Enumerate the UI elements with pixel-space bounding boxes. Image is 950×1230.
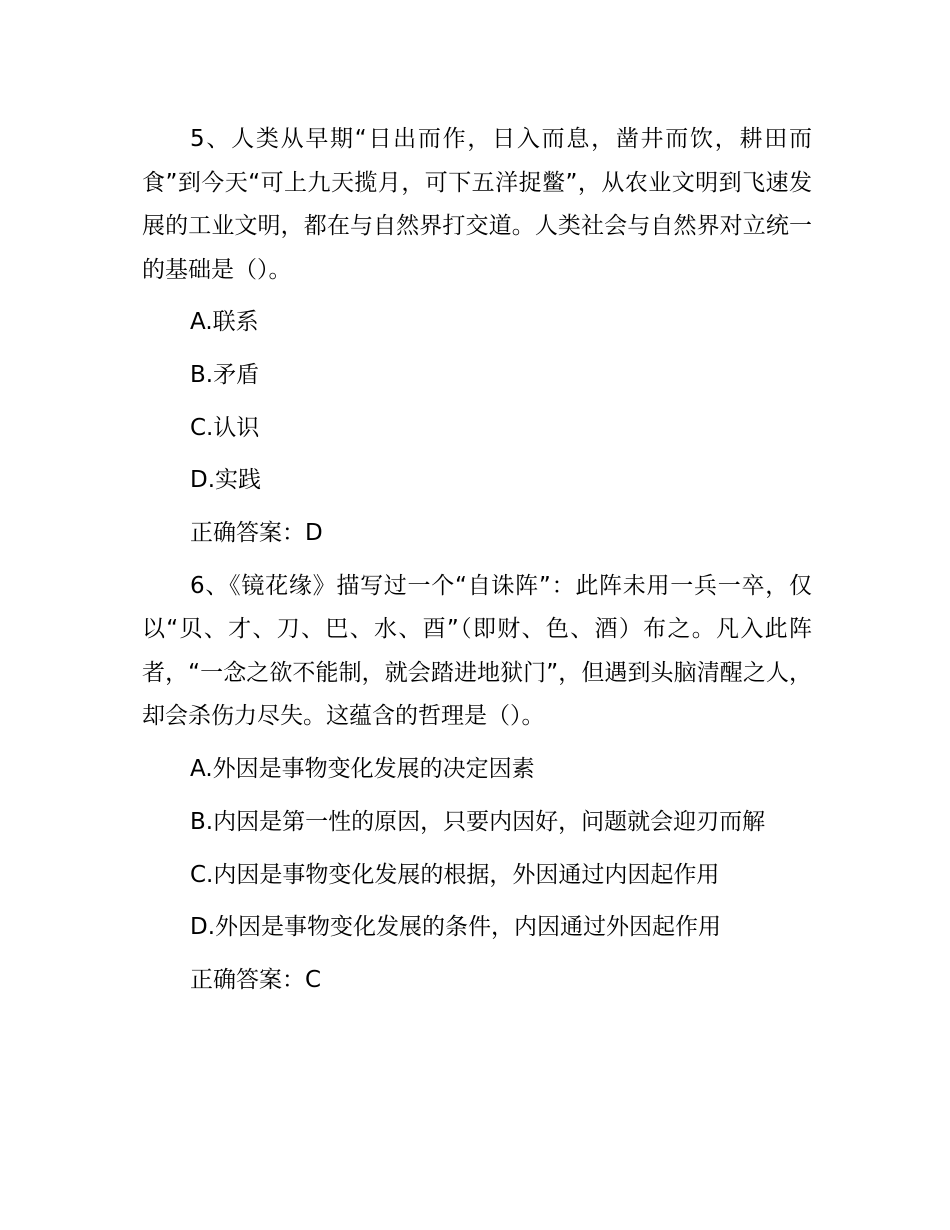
question-6 <box>142 565 812 1003</box>
question-5 <box>142 118 812 556</box>
question-stem: 5、人类从早期“日出而作，日入而息，凿井而饮，耕田而食”到今天“可上九天揽月，可下五洋捉鳖”，从农业文明到飞速发展的工业文明，都在与自然界打交道。人类社会与自然界对立统一的基础是（）。 <box>142 126 812 283</box>
question-stem: 6、《镜花缘》描写过一个“自诛阵”：此阵未用一兵一卒，仅以“贝、才、刀、巴、水、酉”（即财、色、酒）布之。凡入此阵者，“一念之欲不能制，就会踏进地狱门”，但遇到头脑清醒之人，却会杀伤力尽失。这蕴含的哲理是（）。 <box>142 572 812 730</box>
option-b: B.内因是第一性的原因，只要内因好，问题就会迎刃而解 <box>190 808 766 835</box>
option-a: A.外因是事物变化发展的决定因素 <box>190 755 535 782</box>
option-d: D.外因是事物变化发展的条件，内因通过外因起作用 <box>190 914 722 941</box>
option-a: A.联系 <box>190 309 259 335</box>
option-c: C.内因是事物变化发展的根据，外因通过内因起作用 <box>190 861 720 888</box>
option-d: D.实践 <box>190 467 262 494</box>
document-page <box>142 118 812 1003</box>
correct-answer: 正确答案：D <box>190 520 323 547</box>
option-b: B.矛盾 <box>190 361 260 388</box>
option-c: C.认识 <box>190 414 260 441</box>
correct-answer: 正确答案：C <box>190 967 322 994</box>
